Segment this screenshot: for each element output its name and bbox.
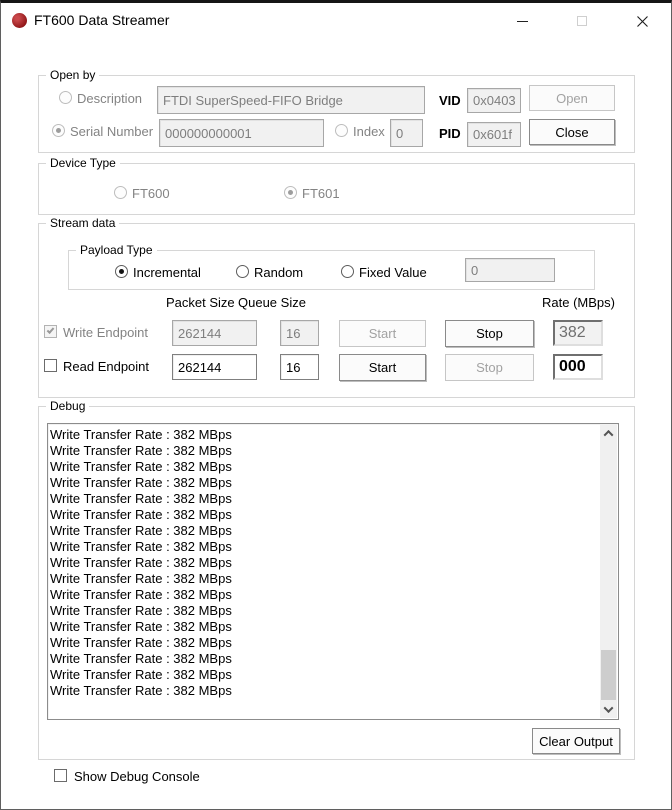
index-field[interactable]: 0 xyxy=(390,119,423,147)
scroll-up-button[interactable] xyxy=(600,425,617,442)
show-debug-console-checkbox[interactable] xyxy=(54,769,67,782)
debug-log-line: Write Transfer Rate : 382 MBps xyxy=(50,635,232,650)
write-queue-size-field[interactable]: 16 xyxy=(280,320,319,346)
random-radio[interactable] xyxy=(236,265,249,278)
pid-label: PID xyxy=(439,126,461,141)
queue-size-header: Queue Size xyxy=(238,295,306,310)
fixed-value-radio-label: Fixed Value xyxy=(359,265,427,280)
write-packet-size-field[interactable]: 262144 xyxy=(172,320,257,346)
debug-log-line: Write Transfer Rate : 382 MBps xyxy=(50,603,232,618)
serial-number-field[interactable]: 000000000001 xyxy=(159,119,324,147)
read-start-button[interactable]: Start xyxy=(339,354,426,381)
rate-header: Rate (MBps) xyxy=(542,295,615,310)
show-debug-console-label: Show Debug Console xyxy=(74,769,200,784)
write-endpoint-label: Write Endpoint xyxy=(63,325,149,340)
write-rate-field: 382 xyxy=(553,320,603,346)
pid-field[interactable]: 0x601f xyxy=(467,122,521,147)
debug-legend: Debug xyxy=(46,399,89,413)
device-type-group xyxy=(38,156,635,215)
debug-log-line: Write Transfer Rate : 382 MBps xyxy=(50,587,232,602)
index-radio[interactable] xyxy=(335,124,348,137)
debug-log-line: Write Transfer Rate : 382 MBps xyxy=(50,667,232,682)
debug-log-line: Write Transfer Rate : 382 MBps xyxy=(50,523,232,538)
payload-type-legend: Payload Type xyxy=(76,243,157,257)
vid-label: VID xyxy=(439,93,461,108)
debug-log-line: Write Transfer Rate : 382 MBps xyxy=(50,683,232,698)
debug-group xyxy=(38,399,635,760)
device-type-legend: Device Type xyxy=(46,156,120,170)
debug-log-line: Write Transfer Rate : 382 MBps xyxy=(50,539,232,554)
maximize-icon xyxy=(577,16,587,26)
packet-size-header: Packet Size xyxy=(166,295,235,310)
chevron-down-icon xyxy=(604,703,614,713)
incremental-radio[interactable] xyxy=(115,265,128,278)
stream-data-legend: Stream data xyxy=(46,216,119,230)
incremental-radio-label: Incremental xyxy=(133,265,201,280)
index-radio-label: Index xyxy=(353,124,385,139)
serial-number-radio-label: Serial Number xyxy=(70,124,154,139)
ft600-radio[interactable] xyxy=(114,186,127,199)
debug-log-line: Write Transfer Rate : 382 MBps xyxy=(50,555,232,570)
stream-data-group xyxy=(38,216,635,398)
ft600-radio-label: FT600 xyxy=(132,186,170,201)
clear-output-button[interactable]: Clear Output xyxy=(532,728,620,754)
close-window-button[interactable] xyxy=(619,3,665,39)
debug-log-lines xyxy=(50,427,598,699)
debug-log-line: Write Transfer Rate : 382 MBps xyxy=(50,571,232,586)
write-start-button[interactable]: Start xyxy=(339,320,426,347)
serial-number-radio[interactable] xyxy=(52,124,65,137)
minimize-button[interactable] xyxy=(499,3,545,39)
payload-type-group xyxy=(68,243,595,290)
fixed-value-field[interactable]: 0 xyxy=(465,258,555,282)
debug-log-line: Write Transfer Rate : 382 MBps xyxy=(50,443,232,458)
close-button[interactable]: Close xyxy=(529,119,615,145)
debug-log-line: Write Transfer Rate : 382 MBps xyxy=(50,459,232,474)
debug-log-line: Write Transfer Rate : 382 MBps xyxy=(50,507,232,522)
write-endpoint-checkbox[interactable] xyxy=(44,325,57,338)
open-button[interactable]: Open xyxy=(529,85,615,111)
debug-log-line: Write Transfer Rate : 382 MBps xyxy=(50,427,232,442)
vid-field[interactable]: 0x0403 xyxy=(467,88,521,113)
maximize-button[interactable] xyxy=(559,3,605,39)
description-field[interactable]: FTDI SuperSpeed-FIFO Bridge xyxy=(157,86,425,114)
read-stop-button[interactable]: Stop xyxy=(445,354,534,381)
debug-log-line: Write Transfer Rate : 382 MBps xyxy=(50,651,232,666)
app-icon xyxy=(12,13,27,28)
fixed-value-radio[interactable] xyxy=(341,265,354,278)
read-endpoint-label: Read Endpoint xyxy=(63,359,150,374)
read-queue-size-field[interactable]: 16 xyxy=(280,354,319,380)
description-radio-label: Description xyxy=(77,91,143,106)
minimize-icon xyxy=(517,21,528,22)
debug-scrollbar[interactable] xyxy=(600,425,617,718)
read-endpoint-checkbox[interactable] xyxy=(44,359,57,372)
ft601-radio-label: FT601 xyxy=(302,186,340,201)
scroll-down-button[interactable] xyxy=(600,701,617,718)
debug-log-line: Write Transfer Rate : 382 MBps xyxy=(50,491,232,506)
chevron-up-icon xyxy=(604,430,614,440)
read-rate-field: 000 xyxy=(553,354,603,380)
debug-log-list[interactable] xyxy=(47,423,619,720)
window-title: FT600 Data Streamer xyxy=(34,12,170,28)
ft601-radio[interactable] xyxy=(284,186,297,199)
read-packet-size-field[interactable]: 262144 xyxy=(172,354,257,380)
open-by-legend: Open by xyxy=(46,68,99,82)
close-icon xyxy=(636,15,649,28)
open-by-group xyxy=(38,68,635,153)
debug-log-line: Write Transfer Rate : 382 MBps xyxy=(50,619,232,634)
title-bar xyxy=(1,3,671,39)
description-radio[interactable] xyxy=(59,91,72,104)
debug-log-line: Write Transfer Rate : 382 MBps xyxy=(50,475,232,490)
random-radio-label: Random xyxy=(254,265,304,280)
scrollbar-thumb[interactable] xyxy=(601,650,616,700)
write-stop-button[interactable]: Stop xyxy=(445,320,534,347)
